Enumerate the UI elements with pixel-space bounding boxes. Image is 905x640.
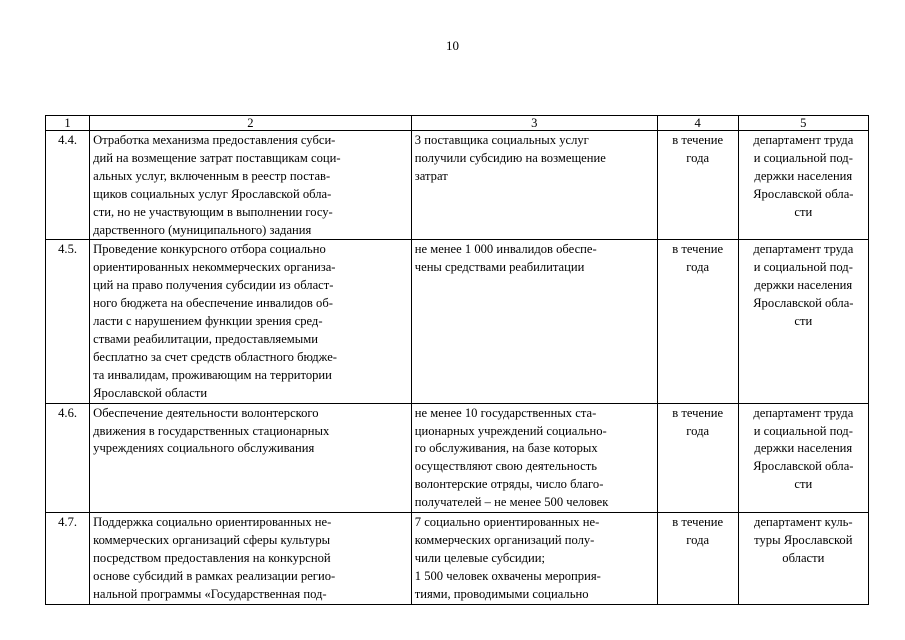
cell-text-line: альных услуг, включенным в реестр постав- (93, 168, 331, 183)
table-row (46, 240, 869, 403)
cell-text-line: департамент куль- (754, 515, 853, 530)
cell-text-line: нальной программы «Государственная под- (93, 586, 327, 601)
cell-text-line: затрат (414, 168, 448, 183)
page-number: 10 (446, 38, 459, 53)
row-number-cell: 4.4. (46, 131, 90, 240)
row-number-cell: 4.5. (46, 240, 90, 403)
cell-text-line: не менее 1 000 инвалидов обеспе- (414, 242, 597, 257)
result-cell (411, 403, 657, 512)
cell-text-line: департамент труда (753, 242, 854, 257)
cell-text-line: туры Ярославской (754, 532, 853, 547)
table-row (46, 513, 869, 605)
cell-text-line: дарственного (муниципального) задания (93, 222, 312, 237)
cell-text-line: учреждениях социального обслуживания (93, 441, 315, 456)
cell-text-line: ласти с нарушением функции зрения сред- (93, 314, 323, 329)
column-header-2: 2 (90, 116, 412, 131)
column-header-1: 1 (46, 116, 90, 131)
cell-text-line: и социальной под- (753, 423, 853, 438)
cell-text-line: чили целевые субсидии; (414, 550, 546, 565)
cell-text-line: получили субсидию на возмещение (414, 150, 606, 165)
table-row (46, 131, 869, 240)
cell-text-line: ного бюджета на обеспечение инвалидов об- (93, 296, 333, 311)
table-row (46, 403, 869, 512)
action-cell (90, 131, 412, 240)
cell-text-line: коммерческих организаций полу- (414, 532, 595, 547)
cell-text-line: волонтерские отряды, число благо- (414, 477, 604, 492)
cell-text-line: Ярославской области (93, 385, 208, 400)
row-number-cell: 4.7. (46, 513, 90, 605)
cell-text-line: не менее 10 государственных ста- (414, 405, 597, 420)
cell-text-line: года (686, 423, 710, 438)
cell-text-line: осуществляют свою деятельность (414, 459, 597, 474)
cell-text-line: в течение (672, 133, 724, 147)
cell-text-line: сти (794, 204, 813, 219)
row-number-cell: 4.6. (46, 403, 90, 512)
cell-text-line: ориентированных некоммерческих организа- (93, 260, 336, 275)
cell-text-line: го обслуживания, на базе которых (414, 441, 598, 456)
cell-text-line: и социальной под- (753, 150, 853, 165)
column-header-3: 3 (411, 116, 657, 131)
cell-text-line: 7 социально ориентированных не- (414, 515, 600, 530)
cell-text-line: Отработка механизма предоставления субси- (93, 133, 336, 147)
cell-text-line: получателей – не менее 500 человек (414, 495, 609, 510)
cell-text-line: держки населения (754, 278, 853, 293)
action-cell (90, 513, 412, 605)
cell-text-line: области (782, 550, 825, 565)
cell-text-line: основе субсидий в рамках реализации регио- (93, 568, 336, 583)
cell-text-line: коммерческих организаций сферы культуры (93, 532, 331, 547)
cell-text-line: ций на право получения субсидии из област- (93, 278, 334, 293)
table-header-row (46, 116, 869, 131)
cell-text-line: держки населения (754, 168, 853, 183)
cell-text-line: года (686, 150, 710, 165)
cell-text-line: в течение (672, 242, 724, 257)
cell-text-line: департамент труда (753, 405, 854, 420)
cell-text-line: бесплатно за счет средств областного бюдже- (93, 349, 337, 364)
cell-text-line: Ярославской обла- (753, 459, 854, 474)
cell-text-line: щиков социальных услуг Ярославской обла- (93, 186, 332, 201)
cell-text-line: та инвалидам, проживающим на территории (93, 367, 332, 382)
cell-text-line: Ярославской обла- (753, 186, 854, 201)
result-cell (411, 513, 657, 605)
action-cell (90, 403, 412, 512)
measures-table (45, 115, 869, 605)
cell-text-line: дий на возмещение затрат поставщикам соци- (93, 150, 341, 165)
cell-text-line: сти (794, 314, 813, 329)
responsible-cell (738, 240, 868, 403)
responsible-cell (738, 513, 868, 605)
result-cell (411, 240, 657, 403)
cell-text-line: 1 500 человек охвачены мероприя- (414, 568, 601, 583)
cell-text-line: Обеспечение деятельности волонтерского (93, 405, 319, 420)
cell-text-line: движения в государственных стационарных (93, 423, 330, 438)
action-cell (90, 240, 412, 403)
term-cell (657, 403, 738, 512)
term-cell (657, 131, 738, 240)
cell-text-line: тиями, проводимыми социально (414, 586, 589, 601)
cell-text-line: сти, но не участвующим в выполнении госу- (93, 204, 333, 219)
cell-text-line: в течение (672, 405, 724, 420)
responsible-cell (738, 403, 868, 512)
cell-text-line: Ярославской обла- (753, 296, 854, 311)
cell-text-line: ствами реабилитации, предоставляемыми (93, 331, 318, 346)
cell-text-line: года (686, 260, 710, 275)
cell-text-line: чены средствами реабилитации (414, 260, 585, 275)
result-cell (411, 131, 657, 240)
cell-text-line: сти (794, 477, 813, 492)
cell-text-line: в течение (672, 515, 724, 530)
column-header-4: 4 (657, 116, 738, 131)
cell-text-line: и социальной под- (753, 260, 853, 275)
term-cell (657, 513, 738, 605)
column-header-5: 5 (738, 116, 868, 131)
cell-text-line: департамент труда (753, 133, 854, 147)
responsible-cell (738, 131, 868, 240)
cell-text-line: Поддержка социально ориентированных не- (93, 515, 332, 530)
cell-text-line: держки населения (754, 441, 853, 456)
cell-text-line: Проведение конкурсного отбора социально (93, 242, 326, 257)
cell-text-line: года (686, 532, 710, 547)
term-cell (657, 240, 738, 403)
cell-text-line: 3 поставщика социальных услуг (414, 133, 589, 147)
cell-text-line: ционарных учреждений социально- (414, 423, 607, 438)
cell-text-line: посредством предоставления на конкурсной (93, 550, 331, 565)
table-body (46, 131, 869, 605)
